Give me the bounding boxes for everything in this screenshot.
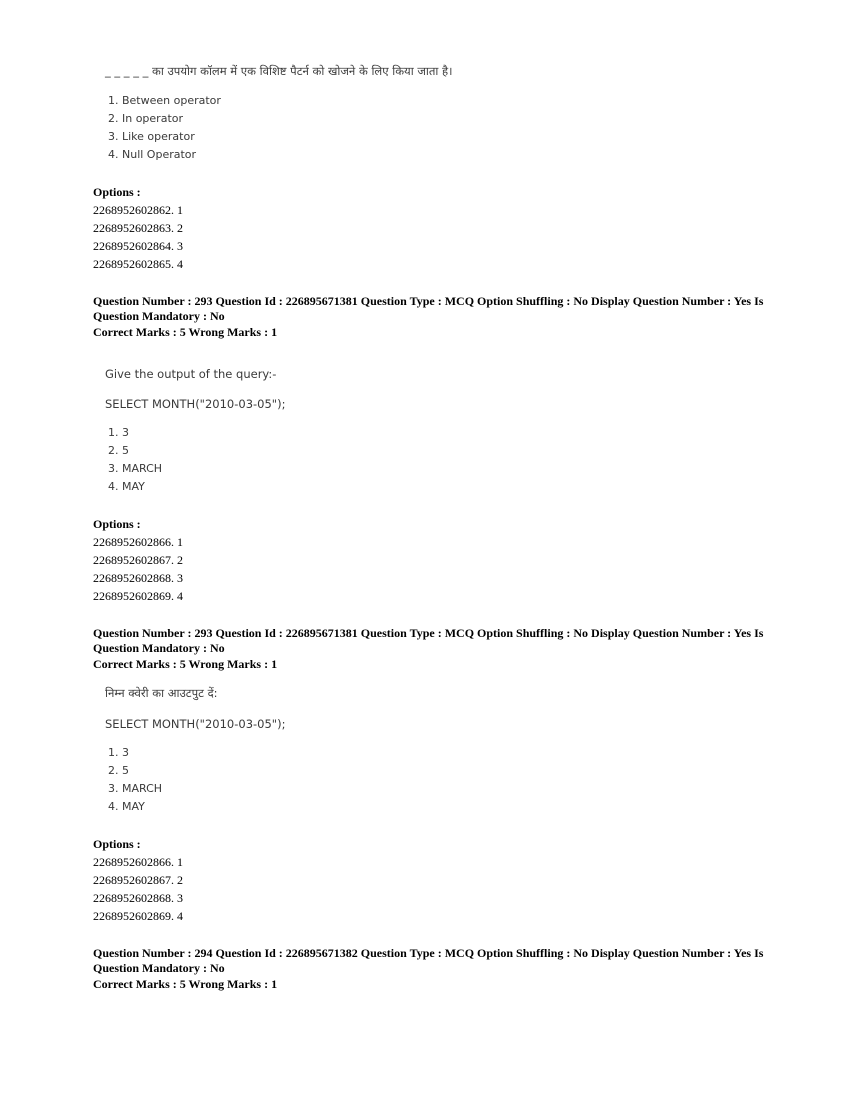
question-text: निम्न क्वेरी का आउटपुट दें: — [105, 686, 218, 700]
choice-item: 4. Null Operator — [108, 148, 197, 161]
marks-line: Correct Marks : 5 Wrong Marks : 1 — [93, 977, 278, 991]
marks-line: Correct Marks : 5 Wrong Marks : 1 — [93, 325, 278, 339]
options-title: Options : — [93, 837, 141, 851]
question-meta-line: Question Number : 293 Question Id : 226895671381 Question Type : MCQ Option Shuffling : No Display Question Number : Yes Is Question Mandatory : No — [93, 294, 764, 323]
option-row: 2268952602864. 3 — [93, 239, 183, 253]
choice-item: 3. MARCH — [108, 462, 163, 475]
choice-item: 1. Between operator — [108, 94, 221, 107]
options-title: Options : — [93, 185, 141, 199]
question-text: Give the output of the query:- — [105, 367, 277, 381]
question-meta-line: Question Number : 294 Question Id : 226895671382 Question Type : MCQ Option Shuffling : No Display Question Number : Yes Is Question Mandatory : No — [93, 946, 764, 975]
choice-item: 4. MAY — [108, 480, 145, 493]
option-row: 2268952602867. 2 — [93, 873, 183, 887]
option-row: 2268952602862. 1 — [93, 203, 183, 217]
question-choices — [108, 744, 162, 816]
question-text: _ _ _ _ _ का उपयोग कॉलम में एक विशिष्ट पैटर्न को खोजने के लिए किया जाता है। — [105, 64, 453, 78]
option-row: 2268952602868. 3 — [93, 891, 183, 905]
option-row: 2268952602869. 4 — [93, 589, 183, 603]
option-row: 2268952602868. 3 — [93, 571, 183, 585]
option-row: 2268952602865. 4 — [93, 257, 183, 271]
question-choices — [108, 92, 221, 164]
option-row: 2268952602869. 4 — [93, 909, 183, 923]
choice-item: 1. 3 — [108, 426, 129, 439]
options-block — [93, 515, 183, 605]
query-text: SELECT MONTH("2010-03-05"); — [105, 397, 286, 411]
question-meta-line: Question Number : 293 Question Id : 226895671381 Question Type : MCQ Option Shuffling : No Display Question Number : Yes Is Question Mandatory : No — [93, 626, 764, 655]
choice-item: 2. 5 — [108, 764, 129, 777]
question-meta — [93, 294, 773, 340]
query-text: SELECT MONTH("2010-03-05"); — [105, 717, 286, 731]
question-meta — [93, 626, 773, 672]
options-block — [93, 835, 183, 925]
option-row: 2268952602863. 2 — [93, 221, 183, 235]
option-row: 2268952602866. 1 — [93, 535, 183, 549]
question-choices — [108, 424, 162, 496]
option-row: 2268952602866. 1 — [93, 855, 183, 869]
marks-line: Correct Marks : 5 Wrong Marks : 1 — [93, 657, 278, 671]
options-block — [93, 183, 183, 273]
options-title: Options : — [93, 517, 141, 531]
choice-item: 3. Like operator — [108, 130, 195, 143]
choice-item: 2. 5 — [108, 444, 129, 457]
option-row: 2268952602867. 2 — [93, 553, 183, 567]
question-meta — [93, 946, 773, 992]
choice-item: 3. MARCH — [108, 782, 163, 795]
choice-item: 2. In operator — [108, 112, 184, 125]
choice-item: 4. MAY — [108, 800, 145, 813]
choice-item: 1. 3 — [108, 746, 129, 759]
